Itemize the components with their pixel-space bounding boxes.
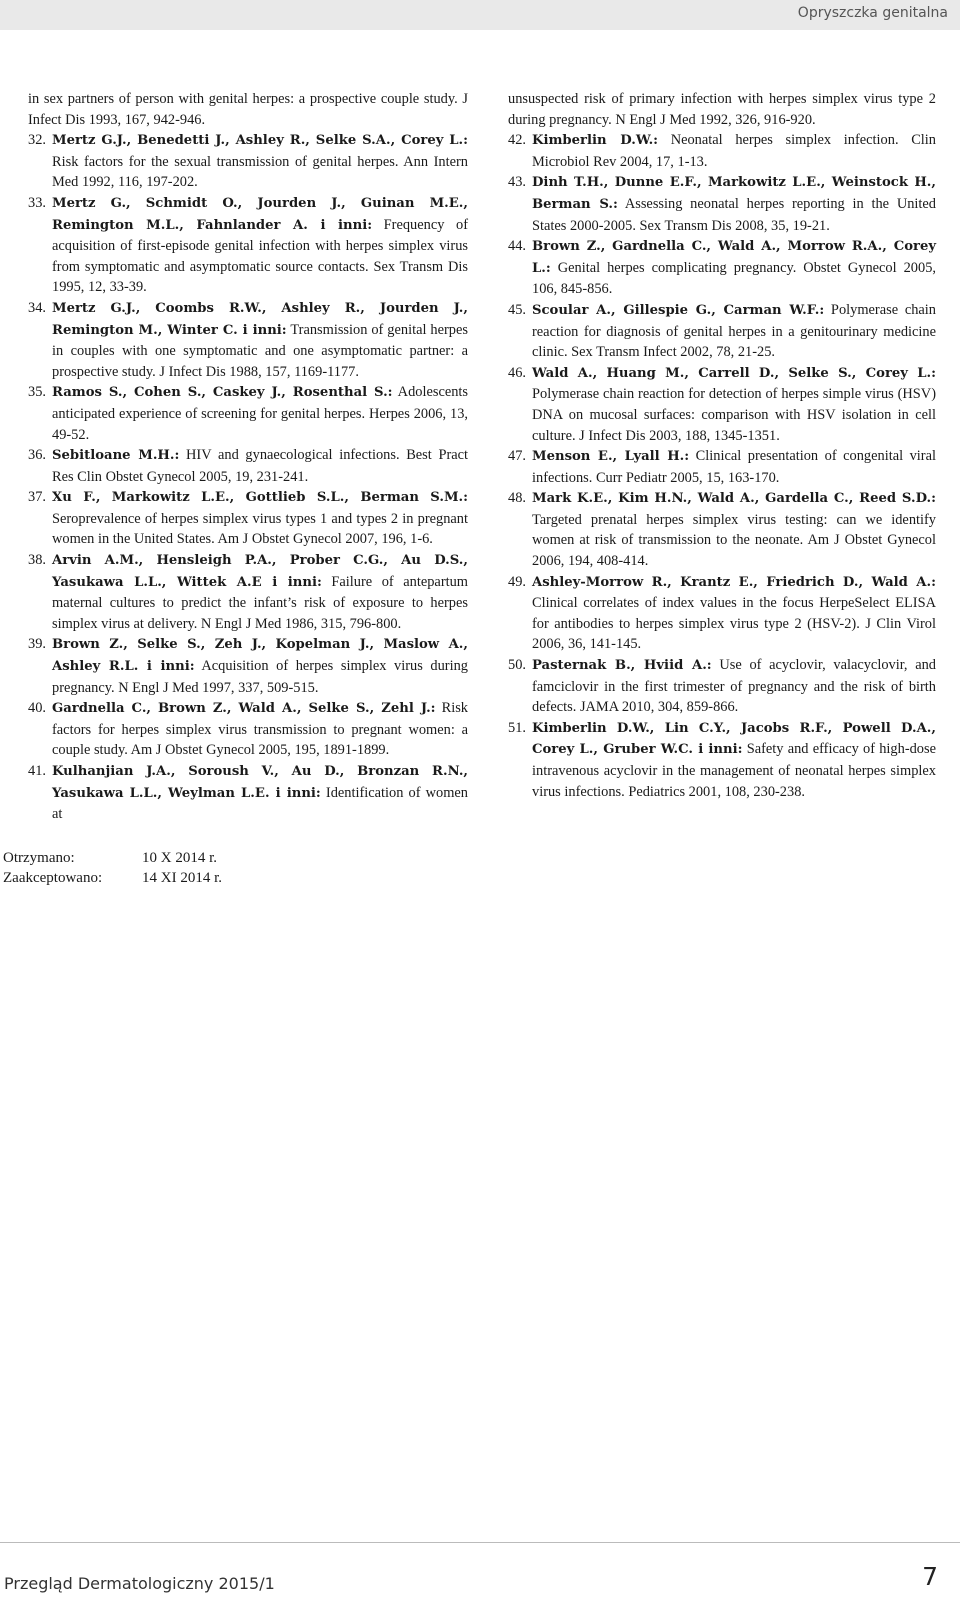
reference-number: 48. [508, 490, 526, 507]
reference-number: 51. [508, 719, 526, 736]
reference-text: HIV and gynaecological infections. Best Pract Res Clin Obstet Gynecol 2005, 19, 231-241. [52, 447, 469, 485]
reference-number: 42. [508, 132, 526, 149]
reference-authors: Mertz G.J., Coombs R.W., Ashley R., Jourden J., Remington M., Winter C. i inni: [52, 300, 468, 338]
reference-item [508, 172, 936, 236]
reference-number: 50. [508, 657, 526, 674]
reference-item [28, 89, 468, 130]
reference-authors: Xu F., Markowitz L.E., Gottlieb S.L., Berman S.M.: [52, 490, 468, 506]
reference-number: 49. [508, 573, 526, 590]
reference-authors: Menson E., Lyall H.: [532, 449, 690, 465]
reference-number: 38. [28, 552, 46, 569]
reference-authors: Brown Z., Selke S., Zeh J., Kopelman J., Maslow A., Ashley R.L. i inni: [52, 637, 468, 675]
reference-text: Risk factors for herpes simplex virus transmission to pregnant women: a couple study. Am J Obstet Gynecol 2005, 195, 1891-1899. [52, 700, 468, 759]
reference-number: 46. [508, 364, 526, 381]
reference-text: in sex partners of person with genital herpes: a prospective couple study. J Infect Dis 1993, 167, 942-946. [28, 91, 468, 128]
reference-authors: Kimberlin D.W.: [532, 133, 659, 149]
reference-text: Safety and efficacy of high-dose intravenous acyclovir in the management of neonatal herpes simplex virus infections. Pediatrics 2001, 108, 230-238. [532, 741, 936, 800]
reference-text: Polymerase chain reaction for diagnosis of genital herpes in a genitourinary medicine clinic. Sex Transm Infect 2002, 78, 21-25. [532, 301, 936, 361]
footer-divider [0, 1542, 960, 1543]
reference-item [28, 298, 468, 382]
reference-text: Transmission of genital herpes in couples with one symptomatic and one asymptomatic partner: a prospective study. J Infect Dis 1988, 157, 1169-1177. [52, 321, 468, 380]
reference-text: Polymerase chain reaction for detection of herpes simple virus (HSV) DNA on mucosal surfaces: comparison with HSV isolation in cell culture. J Infect Dis 2003, 188, 1345-1351. [532, 386, 936, 444]
reference-authors: Pasternak B., Hviid A.: [532, 658, 712, 674]
references-right-column [508, 89, 936, 802]
reference-item [28, 445, 468, 487]
reference-text: Seroprevalence of herpes simplex virus types 1 and types 2 in pregnant women in the United States. Am J Obstet Gynecol 2007, 196, 1-6. [52, 510, 468, 548]
reference-authors: Sebitloane M.H.: [52, 448, 180, 464]
reference-authors: Wald A., Huang M., Carrell D., Selke S., Corey L.: [532, 365, 936, 381]
page-number: 7 [922, 1562, 938, 1591]
reference-text: Adolescents anticipated experience of screening for genital herpes. Herpes 2006, 13, 49-52. [52, 384, 469, 443]
reference-number: 37. [28, 489, 46, 506]
reference-authors: Kimberlin D.W., Lin C.Y., Jacobs R.F., Powell D.A., Corey L., Gruber W.C. i inni: [532, 720, 936, 758]
reference-text: Acquisition of herpes simplex virus during pregnancy. N Engl J Med 1997, 337, 509-515. [52, 658, 468, 696]
reference-text: Clinical correlates of index values in the focus HerpeSelect ELISA for antibodies to herpes simplex virus type 2 (HSV-2). J Clin Virol 2006, 36, 141-145. [532, 595, 936, 653]
reference-text: Risk factors for the sexual transmission of genital herpes. Ann Intern Med 1992, 116, 197-202. [52, 153, 468, 191]
reference-number: 41. [28, 763, 46, 779]
accepted-label: Zaakceptowano: [3, 870, 103, 886]
received-label: Otrzymano: [3, 850, 75, 866]
reference-number: 40. [28, 700, 46, 717]
reference-text: Genital herpes complicating pregnancy. Obstet Gynecol 2005, 106, 845-856. [532, 259, 936, 298]
reference-text: Identification of women at [52, 784, 468, 823]
reference-authors: Mertz G., Schmidt O., Jourden J., Guinan M.E., Remington M.L., Fahnlander A. i inni: [52, 195, 468, 233]
reference-text: Assessing neonatal herpes reporting in the United States 2000-2005. Sex Transm Dis 2008, 35, 19-21. [532, 195, 936, 234]
reference-item [28, 550, 468, 634]
reference-text: unsuspected risk of primary infection with herpes simplex virus type 2 during pregnancy. N Engl J Med 1992, 326, 916-920. [508, 91, 936, 128]
reference-authors: Mark K.E., Kim H.N., Wald A., Gardella C., Reed S.D.: [532, 491, 936, 507]
reference-item [28, 130, 468, 193]
reference-number: 32. [28, 132, 46, 149]
reference-item [28, 698, 468, 761]
reference-text: Frequency of acquisition of first-episode genital infection with herpes simplex virus from symptomatic and asymptomatic source contacts. Sex Transm Dis 1995, 12, 33-39. [52, 216, 468, 296]
received-value: 10 X 2014 r. [142, 850, 217, 866]
header-bar [0, 0, 960, 30]
reference-authors: Kulhanjian J.A., Soroush V., Au D., Bronzan R.N., Yasukawa L.L., Weylman L.E. i inni: [52, 764, 468, 801]
reference-number: 33. [28, 194, 46, 211]
reference-number: 39. [28, 636, 46, 653]
reference-text: Use of acyclovir, valacyclovir, and famciclovir in the first trimester of pregnancy and the risk of birth defects. JAMA 2010, 304, 859-866. [532, 657, 936, 716]
reference-number: 44. [508, 238, 526, 255]
reference-number: 36. [28, 447, 46, 464]
reference-item [508, 89, 936, 130]
reference-authors: Ramos S., Cohen S., Caskey J., Rosenthal S.: [52, 385, 393, 401]
reference-item [508, 236, 936, 300]
reference-item [508, 572, 936, 655]
references-left-column [28, 89, 468, 825]
reference-number: 43. [508, 174, 526, 191]
reference-item [508, 363, 936, 446]
accepted-value: 14 XI 2014 r. [142, 870, 222, 886]
running-title: Opryszczka genitalna [797, 5, 948, 21]
reference-item [28, 761, 468, 825]
reference-number: 45. [508, 301, 526, 318]
reference-item [508, 446, 936, 488]
reference-authors: Gardnella C., Brown Z., Wald A., Selke S., Zehl J.: [52, 701, 436, 717]
reference-authors: Ashley-Morrow R., Krantz E., Friedrich D., Wald A.: [532, 574, 936, 590]
reference-authors: Arvin A.M., Hensleigh P.A., Prober C.G., Au D.S., Yasukawa L.L., Wittek A.E i inni: [52, 553, 468, 590]
reference-item [508, 488, 936, 571]
accepted-row [3, 868, 222, 888]
reference-number: 34. [28, 299, 46, 316]
reference-item [28, 382, 468, 445]
article-dates [3, 848, 222, 888]
journal-name: Przegląd Dermatologiczny 2015/1 [4, 1574, 275, 1593]
reference-item [28, 193, 468, 298]
reference-authors: Dinh T.H., Dunne E.F., Markowitz L.E., Weinstock H., Berman S.: [532, 175, 936, 212]
reference-item [28, 487, 468, 550]
reference-item [508, 130, 936, 172]
reference-authors: Scoular A., Gillespie G., Carman W.F.: [532, 302, 825, 318]
reference-item [508, 718, 936, 802]
reference-item [28, 634, 468, 698]
reference-item [508, 300, 936, 363]
received-row [3, 848, 222, 868]
reference-text: Targeted prenatal herpes simplex virus testing: can we identify women at risk of transmission to the neonate. Am J Obstet Gynecol 2006, 194, 408-414. [532, 511, 936, 570]
reference-number: 47. [508, 448, 526, 465]
reference-number: 35. [28, 384, 46, 401]
reference-text: Failure of antepartum maternal cultures to predict the infant’s risk of exposure to herpes simplex virus at delivery. N Engl J Med 1986, 315, 796-800. [52, 573, 468, 632]
reference-item [508, 655, 936, 718]
reference-text: Neonatal herpes simplex infection. Clin Microbiol Rev 2004, 17, 1-13. [532, 132, 936, 170]
reference-authors: Mertz G.J., Benedetti J., Ashley R., Selke S.A., Corey L.: [52, 133, 468, 149]
reference-text: Clinical presentation of congenital viral infections. Curr Pediatr 2005, 15, 163-170. [532, 448, 936, 486]
reference-authors: Brown Z., Gardnella C., Wald A., Morrow R.A., Corey L.: [532, 239, 936, 276]
